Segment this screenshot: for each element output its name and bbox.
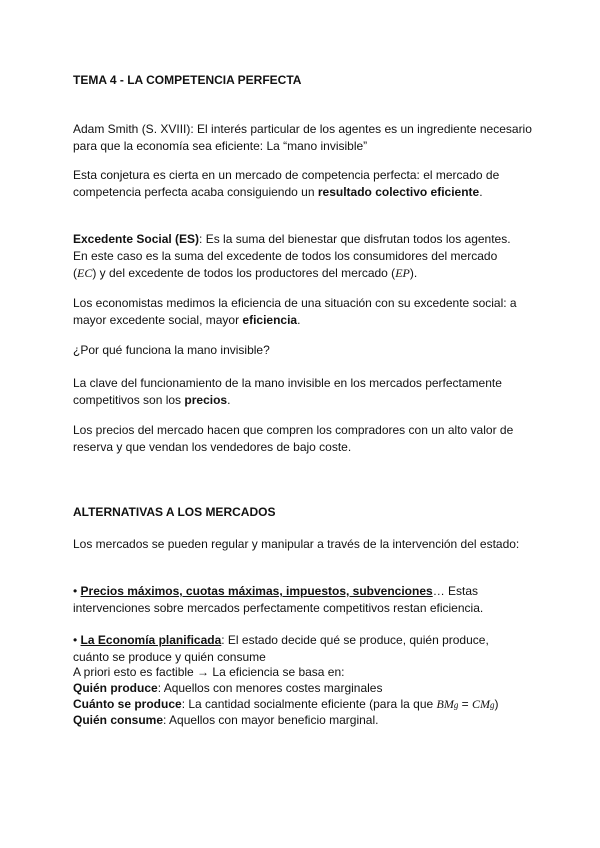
bullet-marker: • bbox=[73, 584, 81, 598]
math-ep: EP bbox=[395, 266, 410, 280]
math-subscript: g bbox=[453, 700, 459, 710]
bullet-intervenciones bbox=[73, 583, 533, 617]
math-cmg bbox=[472, 697, 495, 711]
bullet-economia-planificada bbox=[73, 632, 513, 666]
paragraph-regular: Los mercados se pueden regular y manipular a través de la intervención del estado: bbox=[73, 537, 520, 551]
bold-term: precios bbox=[184, 393, 228, 407]
paragraph-pregunta: ¿Por qué funciona la mano invisible? bbox=[73, 343, 270, 357]
text: . bbox=[479, 185, 483, 199]
text: … Estas intervenciones sobre mercados perfectamente competitivos restan eficiencia. bbox=[73, 584, 484, 615]
text: ) y del excedente de todos los productores del mercado ( bbox=[92, 266, 396, 280]
paragraph-adam-smith: Adam Smith (S. XVIII): El interés particular de los agentes es un ingrediente necesario para que la economía sea eficiente: La “mano invisible” bbox=[73, 122, 532, 153]
text: ) bbox=[494, 697, 499, 711]
line-a-priori: A priori esto es factible → La eficiencia se basa en: bbox=[73, 665, 345, 679]
line-quien-produce bbox=[73, 680, 533, 697]
math-bmg bbox=[437, 697, 459, 711]
text: La clave del funcionamiento de la mano invisible en los mercados perfectamente competitivos son los bbox=[73, 376, 502, 407]
text: Los economistas medimos la eficiencia de una situación con su excedente social: a mayor excedente social, mayor bbox=[73, 296, 517, 327]
math-ec: EC bbox=[77, 266, 93, 280]
text: : Es la suma del bienestar que disfrutan todos los agentes. En este caso es la suma del excedente de todos los consumidores del mercado ( bbox=[73, 232, 511, 280]
paragraph-eficiencia bbox=[73, 295, 533, 329]
line-quien-consume bbox=[73, 712, 533, 729]
math-text: CM bbox=[472, 697, 491, 711]
bullet-marker: • bbox=[73, 633, 81, 647]
math-text: BM bbox=[436, 697, 454, 711]
paragraph-conjetura bbox=[73, 167, 533, 201]
text: : Aquellos con menores costes marginales bbox=[157, 681, 383, 695]
underlined-term: La Economía planificada bbox=[80, 633, 222, 647]
bold-term: resultado colectivo eficiente bbox=[317, 185, 480, 199]
text: Esta conjetura es cierta en un mercado de competencia perfecta: el mercado de competencia perfecta acaba consiguiendo un bbox=[73, 168, 500, 199]
text: . bbox=[227, 393, 231, 407]
section-title-alternativas: ALTERNATIVAS A LOS MERCADOS bbox=[73, 505, 276, 519]
math-subscript: g bbox=[490, 700, 495, 710]
paragraph-excedente-social bbox=[73, 231, 523, 282]
bold-term: Quién produce bbox=[73, 681, 158, 695]
bold-term: eficiencia bbox=[242, 313, 298, 327]
paragraph-precios bbox=[73, 375, 533, 409]
text: . bbox=[297, 313, 301, 327]
underlined-term: Precios máximos, cuotas máximas, impuestos, subvenciones bbox=[80, 584, 433, 598]
text: : Aquellos con mayor beneficio marginal. bbox=[163, 713, 379, 727]
bold-term: Quién consume bbox=[73, 713, 164, 727]
paragraph-compradores: Los precios del mercado hacen que compren los compradores con un alto valor de reserva y que vendan los vendedores de bajo coste. bbox=[73, 423, 514, 454]
text: ). bbox=[409, 266, 418, 280]
bold-term: Excedente Social (ES) bbox=[73, 232, 200, 246]
section-title-competencia: TEMA 4 - LA COMPETENCIA PERFECTA bbox=[73, 73, 302, 87]
text: : La cantidad socialmente eficiente (para la que bbox=[181, 697, 437, 711]
text: = bbox=[458, 697, 473, 711]
text: : El estado decide qué se produce, quién produce, cuánto se produce y quién consume bbox=[73, 633, 489, 664]
bold-term: Cuánto se produce bbox=[73, 697, 182, 711]
